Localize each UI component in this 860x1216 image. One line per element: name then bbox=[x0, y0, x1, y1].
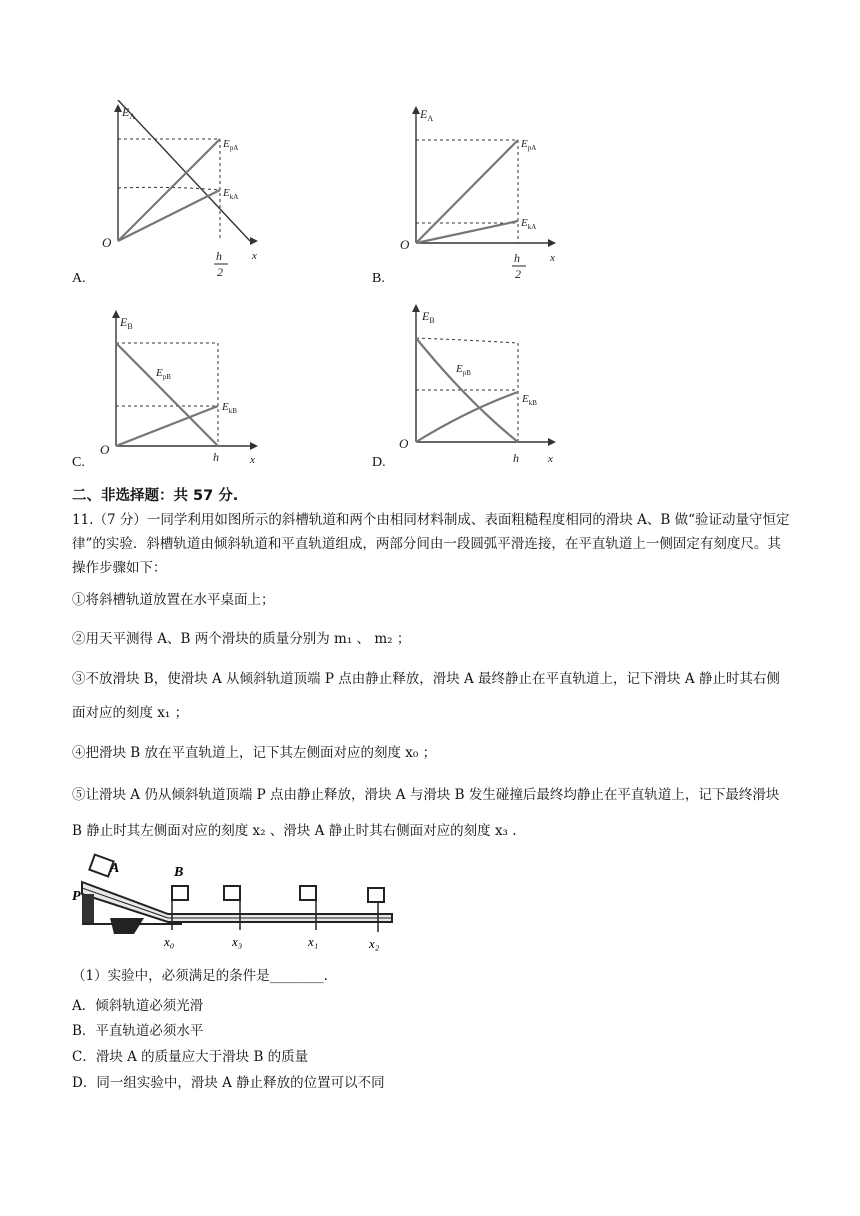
svg-text:x₀: x₀ bbox=[164, 934, 175, 949]
tick-denominator: 2 bbox=[217, 265, 223, 279]
svg-text:h: h bbox=[213, 450, 219, 464]
svg-text:x₃: x₃ bbox=[232, 934, 243, 949]
svg-text:O: O bbox=[100, 442, 110, 457]
svg-text:EkB: $E_{kB}$ bbox=[222, 401, 237, 415]
line1-label: $E_{pA}$ bbox=[223, 138, 239, 152]
option-a-label: A. bbox=[72, 271, 86, 286]
graph-a bbox=[100, 100, 270, 285]
option-b-label: B. bbox=[372, 271, 385, 286]
q11-step1: ①将斜槽轨道放置在水平桌面上； bbox=[72, 592, 275, 608]
y-axis-label: $E_A$ bbox=[122, 105, 136, 121]
svg-text:h: h bbox=[513, 451, 519, 465]
graph-c bbox=[100, 306, 270, 466]
line2-label: $E_{kA}$ bbox=[223, 187, 239, 201]
svg-text:h: h bbox=[514, 251, 520, 265]
apparatus-figure bbox=[72, 852, 402, 958]
svg-text:x₂: x₂ bbox=[369, 936, 380, 951]
svg-text:EkB: $E_{kB}$ bbox=[522, 393, 537, 407]
graph-d bbox=[398, 302, 568, 466]
q11-step2: ②用天平测得 A、B 两个滑块的质量分别为 m₁ 、 m₂ ； bbox=[72, 631, 411, 647]
svg-text:EpB: $E_{pB}$ bbox=[456, 363, 471, 377]
choice-b[interactable]: B．平直轨道必须水平 bbox=[72, 1023, 204, 1039]
svg-text:2: 2 bbox=[515, 267, 521, 281]
svg-text:A: A bbox=[110, 861, 120, 876]
section-title: 二、非选择题：共 57 分. bbox=[72, 488, 239, 504]
svg-text:x: x bbox=[548, 453, 553, 465]
q11-step4: ④把滑块 B 放在平直轨道上，记下其左侧面对应的刻度 x₀ ； bbox=[72, 745, 437, 761]
option-c-label: C. bbox=[72, 455, 85, 470]
svg-text:O: O bbox=[400, 237, 410, 252]
graph-b bbox=[398, 102, 568, 287]
q11-intro: 11.（7 分）一同学利用如图所示的斜槽轨道和两个由相同材料制成、表面粗糙程度相同的滑块 A、B 做“验证动量守恒定律”的实验．斜槽轨道由倾斜轨道和平直轨道组成，两部分间由一段圆弧平滑连接，在平直轨道上一侧固定有刻度尺。其操作步骤如下： bbox=[72, 512, 790, 576]
svg-text:EkA: $E_{kA}$ bbox=[521, 217, 537, 231]
tick-numerator: h bbox=[216, 249, 222, 263]
x-axis-label: x bbox=[252, 250, 257, 262]
svg-text:x: x bbox=[250, 454, 255, 466]
q11-step3: ③不放滑块 B，使滑块 A 从倾斜轨道顶端 P 点由静止释放，滑块 A 最终静止在平直轨道上，记下滑块 A 静止时其右侧面对应的刻度 x₁ ； bbox=[72, 671, 780, 721]
svg-text:EpB: $E_{pB}$ bbox=[156, 367, 171, 381]
svg-text:EpA: $E_{pA}$ bbox=[521, 138, 537, 152]
option-d-label: D. bbox=[372, 455, 386, 470]
svg-text:x: x bbox=[550, 252, 555, 264]
svg-text:EA: $E_A$ bbox=[420, 107, 434, 123]
choice-a[interactable]: A．倾斜轨道必须光滑 bbox=[72, 998, 204, 1014]
choice-d[interactable]: D．同一组实验中，滑块 A 静止释放的位置可以不同 bbox=[72, 1075, 385, 1091]
svg-text:B: B bbox=[174, 865, 184, 880]
sub-question-1: （1）实验中，必须满足的条件是________. bbox=[72, 968, 328, 984]
q11-step5: ⑤让滑块 A 仍从倾斜轨道顶端 P 点由静止释放，滑块 A 与滑块 B 发生碰撞后最终均静止在平直轨道上，记下最终滑块 B 静止时其左侧面对应的刻度 x₂ 、滑块 A 静止时其右侧面对应的刻度 x₃ . bbox=[72, 787, 780, 839]
svg-text:EB: $E_B$ bbox=[422, 309, 435, 325]
svg-text:EB: $E_B$ bbox=[120, 315, 133, 331]
svg-text:O: O bbox=[399, 436, 409, 451]
origin-label: O bbox=[102, 235, 112, 250]
svg-text:P: P bbox=[72, 889, 81, 904]
svg-text:x₁: x₁ bbox=[308, 934, 319, 949]
choice-c[interactable]: C．滑块 A 的质量应大于滑块 B 的质量 bbox=[72, 1049, 309, 1065]
